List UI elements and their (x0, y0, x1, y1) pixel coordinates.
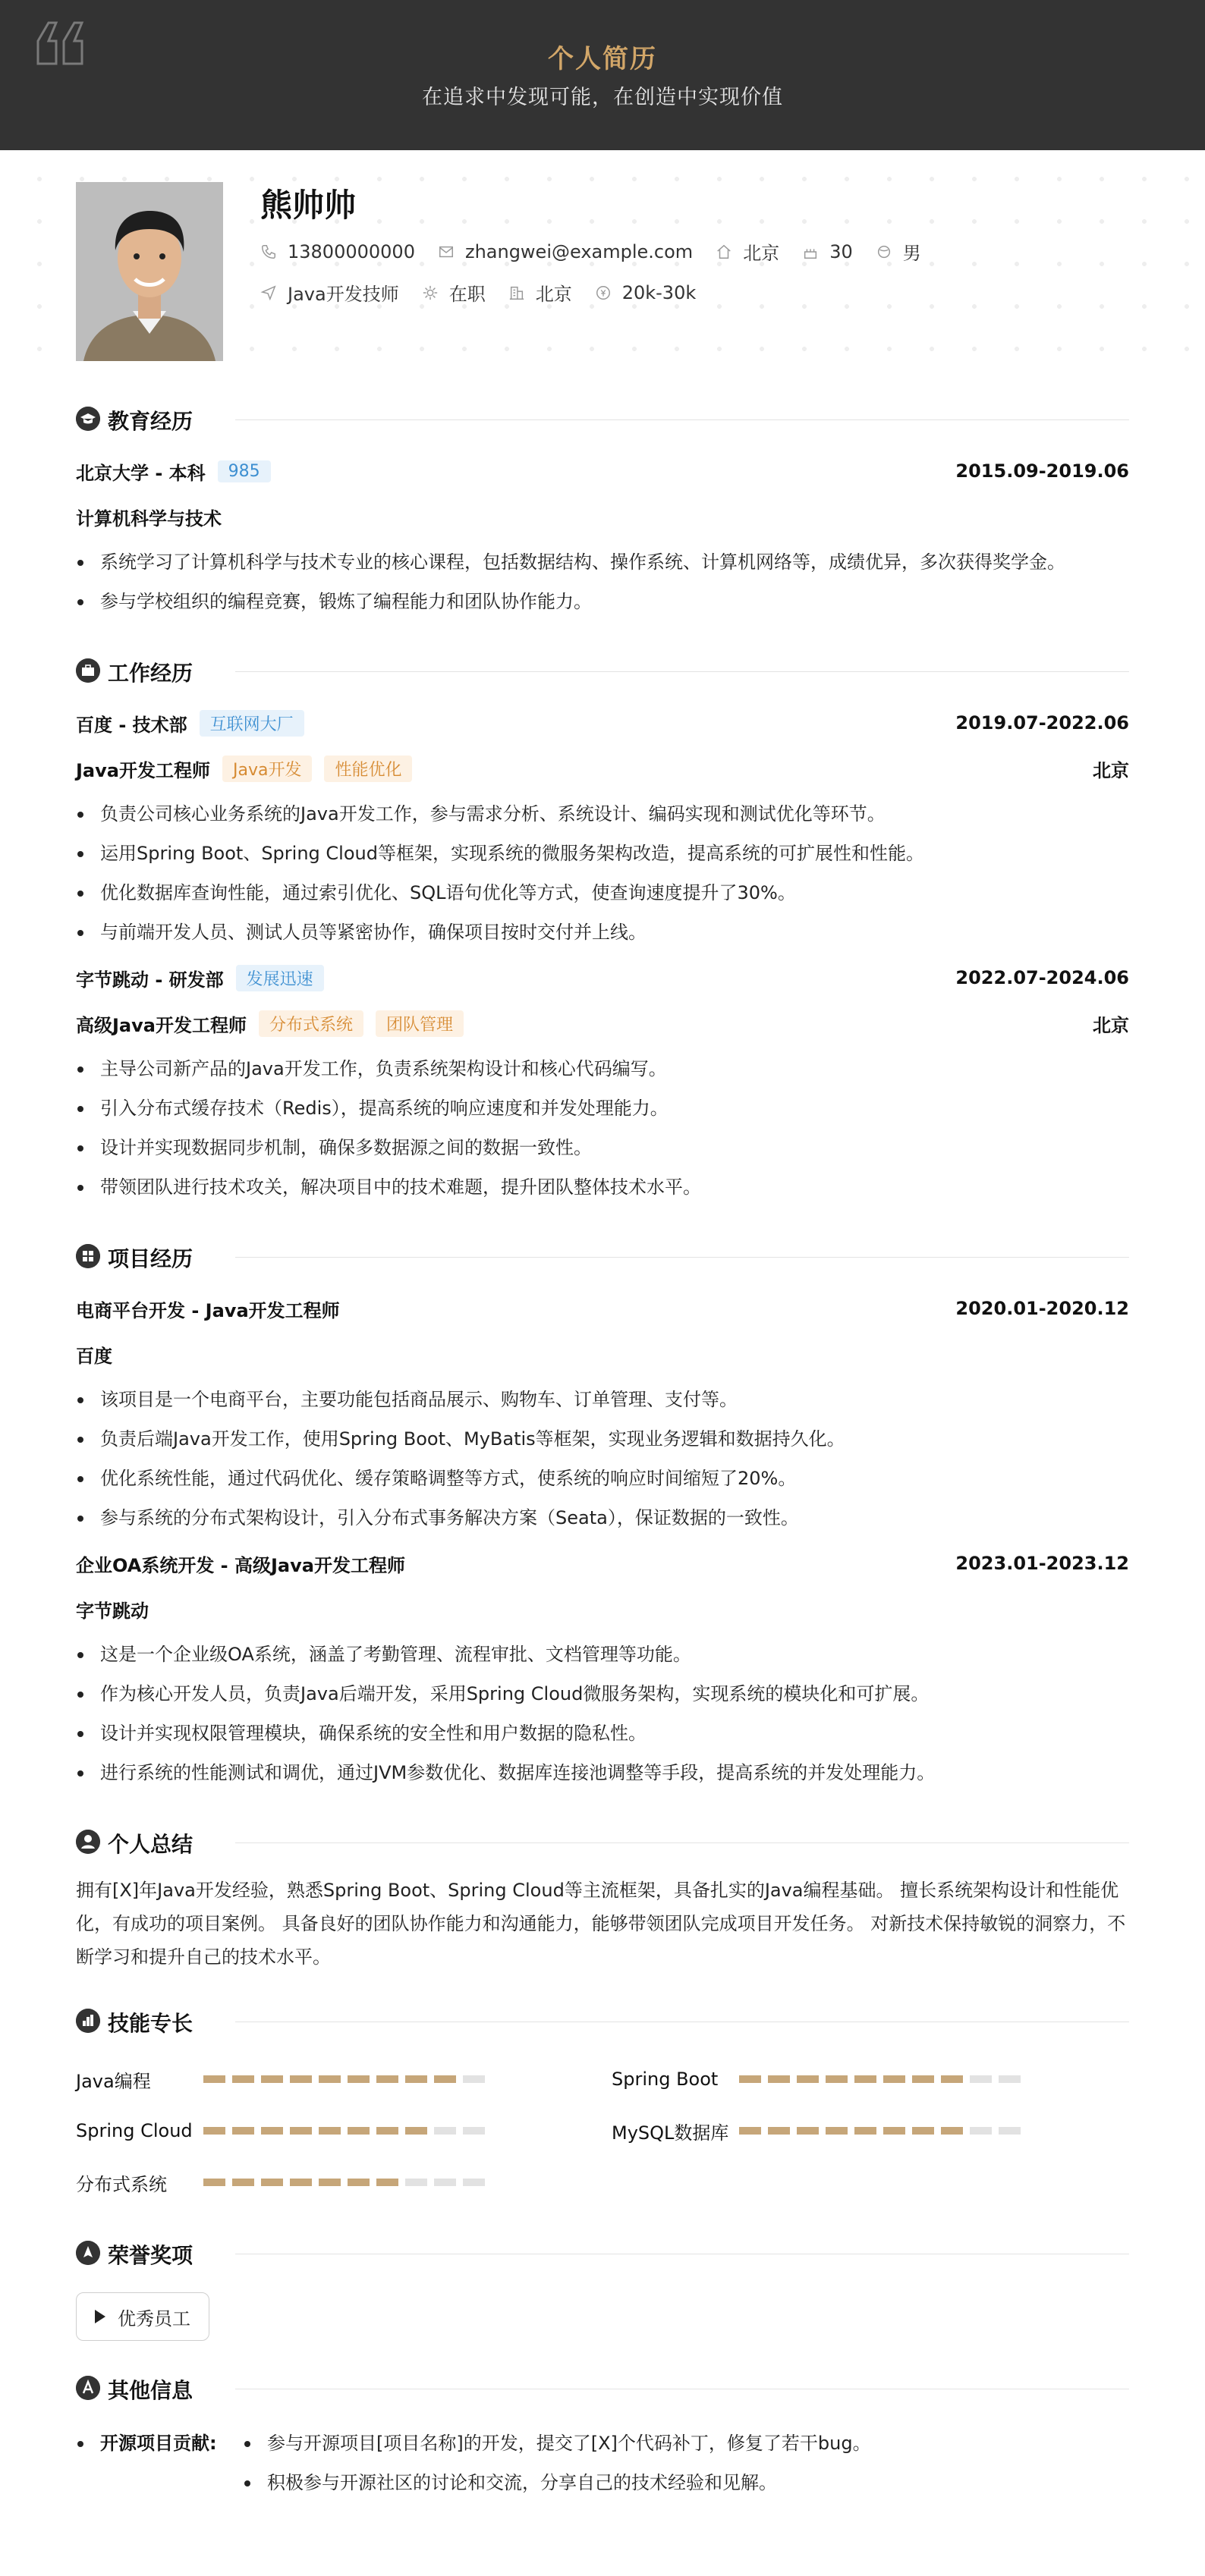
info-gender: 男 (876, 238, 921, 265)
project-2-header: 企业OA系统开发 - 高级Java开发工程师 2023.01-2023.12 (76, 1553, 1129, 1576)
skill-item: 分布式系统 (76, 2169, 612, 2195)
other-label: 开源项目贡献: (76, 2430, 237, 2509)
skill-segment (319, 2179, 341, 2186)
list-item: 系统学习了计算机科学与技术专业的核心课程，包括数据结构、操作系统、计算机网络等，成绩优异，多次获得奖学金。 (100, 549, 1129, 575)
list-item: 引入分布式缓存技术（Redis），提高系统的响应速度和并发处理能力。 (100, 1095, 1129, 1121)
list-item: 运用Spring Boot、Spring Cloud等框架，实现系统的微服务架构改造，提高系统的可扩展性和性能。 (100, 840, 1129, 866)
list-item: 设计并实现数据同步机制，确保多数据源之间的数据一致性。 (100, 1135, 1129, 1161)
list-item: 负责后端Java开发工作，使用Spring Boot、MyBatis等框架，实现业务逻辑和数据持久化。 (100, 1426, 1129, 1452)
list-item: 作为核心开发人员，负责Java后端开发，采用Spring Cloud微服务架构，实现系统的模块化和可扩展。 (100, 1681, 1129, 1707)
list-item: 这是一个企业级OA系统，涵盖了考勤管理、流程审批、文档管理等功能。 (100, 1641, 1129, 1667)
skill-segment (376, 2179, 398, 2186)
resume-subtitle: 在追求中发现可能，在创造中实现价值 (422, 86, 783, 109)
section-skills: 技能专长 (76, 2004, 1129, 2037)
work-2-position: 高级Java开发工程师 分布式系统 团队管理 北京 (76, 1010, 1129, 1036)
header-banner (0, 0, 1205, 150)
skill-segment (434, 2127, 456, 2135)
send-icon (260, 284, 277, 301)
graduation-cap-icon (76, 407, 100, 431)
skill-segment (739, 2127, 761, 2135)
salary-icon (595, 284, 612, 301)
list-item: 进行系统的性能测试和调优，通过JVM参数优化、数据库连接池调整等手段，提高系统的并发处理能力。 (100, 1760, 1129, 1786)
section-education: 教育经历 (76, 402, 1129, 435)
skill-segment (434, 2075, 456, 2083)
chart-icon (76, 2009, 100, 2033)
list-item: 设计并实现权限管理模块，确保系统的安全性和用户数据的隐私性。 (100, 1720, 1129, 1746)
list-item: 参与学校组织的编程竞赛，锻炼了编程能力和团队协作能力。 (100, 589, 1129, 614)
skill-segment (290, 2075, 312, 2083)
candidate-name: 熊帅帅 (260, 187, 357, 224)
skill-segment (797, 2075, 819, 2083)
skill-segment (348, 2075, 370, 2083)
other-info (76, 2430, 1129, 2509)
skill-segment (290, 2127, 312, 2135)
skill-segment (290, 2179, 312, 2186)
section-project: 项目经历 (76, 1239, 1129, 1273)
education-date: 2015.09-2019.06 (955, 460, 1129, 482)
play-icon (95, 2310, 105, 2323)
project-2-bullets (76, 1641, 1129, 1786)
skill-segment (319, 2075, 341, 2083)
skill-segment (826, 2127, 848, 2135)
info-work-city: 北京 (508, 279, 572, 306)
list-item: 参与系统的分布式架构设计，引入分布式事务解决方案（Seata），保证数据的一致性。 (100, 1505, 1129, 1531)
skill-segment (405, 2075, 427, 2083)
info-age: 30 (802, 241, 853, 262)
briefcase-icon (76, 658, 100, 683)
grid-icon (76, 1244, 100, 1268)
work-1-position: Java开发工程师 Java开发 性能优化 北京 (76, 756, 1129, 781)
skill-segment (883, 2075, 905, 2083)
info-status: 在职 (422, 279, 486, 306)
status-icon (422, 284, 439, 301)
info-row-1 (260, 238, 944, 265)
list-item: 带领团队进行技术攻关，解决项目中的技术难题，提升团队整体技术水平。 (100, 1174, 1129, 1200)
home-icon (716, 243, 732, 260)
skill-segment (405, 2179, 427, 2186)
project-1-header: 电商平台开发 - Java开发工程师 2020.01-2020.12 (76, 1298, 1129, 1321)
mail-icon (438, 243, 455, 260)
list-item: 主导公司新产品的Java开发工作，负责系统架构设计和核心代码编写。 (100, 1056, 1129, 1082)
list-item: 该项目是一个电商平台，主要功能包括商品展示、购物车、订单管理、支付等。 (100, 1387, 1129, 1412)
skill-level-bar (739, 2075, 1027, 2083)
award-badge: 优秀员工 (76, 2292, 209, 2341)
info-salary: 20k-30k (595, 282, 697, 303)
info-email: zhangwei@example.com (438, 241, 693, 262)
skill-segment (463, 2075, 485, 2083)
skill-segment (261, 2127, 283, 2135)
skills-grid (76, 2066, 1129, 2195)
skill-item: Spring Cloud (76, 2118, 612, 2144)
skill-segment (434, 2179, 456, 2186)
skill-segment (970, 2127, 992, 2135)
skill-segment (854, 2127, 876, 2135)
skill-segment (376, 2075, 398, 2083)
list-item: 参与开源项目[项目名称]的开发，提交了[X]个代码补丁，修复了若干bug。 (267, 2430, 871, 2456)
skill-segment (203, 2127, 225, 2135)
list-item: 与前端开发人员、测试人员等紧密协作，确保项目按时交付并上线。 (100, 919, 1129, 945)
award-icon (76, 2241, 100, 2265)
skill-level-bar (739, 2127, 1027, 2135)
skill-segment (941, 2127, 963, 2135)
age-icon (802, 243, 819, 260)
skill-segment (232, 2127, 254, 2135)
work-1-header: 百度 - 技术部 互联网大厂 2019.07-2022.06 (76, 710, 1129, 736)
skill-segment (912, 2127, 934, 2135)
project-1-bullets (76, 1387, 1129, 1531)
user-icon (76, 1830, 100, 1854)
skill-segment (999, 2075, 1021, 2083)
skill-segment (797, 2127, 819, 2135)
skill-segment (261, 2179, 283, 2186)
list-item: 积极参与开源社区的讨论和交流，分享自己的技术经验和见解。 (267, 2470, 871, 2496)
skill-segment (261, 2075, 283, 2083)
info-icon (76, 2376, 100, 2400)
info-row-2 (260, 279, 719, 306)
profile-section (0, 150, 1205, 370)
skill-item: Spring Boot (612, 2066, 1076, 2092)
list-item: 负责公司核心业务系统的Java开发工作，参与需求分析、系统设计、编码实现和测试优化等环节。 (100, 801, 1129, 827)
skill-level-bar (203, 2179, 492, 2186)
skill-segment (768, 2075, 790, 2083)
skill-item: Java编程 (76, 2066, 612, 2092)
skill-segment (999, 2127, 1021, 2135)
skill-segment (203, 2075, 225, 2083)
skill-level-bar (203, 2127, 492, 2135)
section-work: 工作经历 (76, 654, 1129, 687)
skill-segment (768, 2127, 790, 2135)
skill-segment (232, 2179, 254, 2186)
section-awards: 荣誉奖项 (76, 2236, 1129, 2270)
info-position: Java开发技师 (260, 279, 399, 306)
skill-segment (941, 2075, 963, 2083)
skill-segment (854, 2075, 876, 2083)
work-1-bullets (76, 801, 1129, 945)
skill-segment (319, 2127, 341, 2135)
skill-segment (348, 2179, 370, 2186)
skill-segment (463, 2179, 485, 2186)
skill-level-bar (203, 2075, 492, 2083)
section-other: 其他信息 (76, 2371, 1129, 2405)
skill-segment (232, 2075, 254, 2083)
education-bullets (76, 549, 1129, 614)
info-city: 北京 (716, 238, 779, 265)
school-tag: 985 (218, 460, 271, 482)
gender-icon (876, 243, 892, 260)
work-2-bullets (76, 1056, 1129, 1200)
avatar (76, 182, 223, 361)
skill-segment (463, 2127, 485, 2135)
education-header (76, 458, 1129, 484)
work-2-header: 字节跳动 - 研发部 发展迅速 2022.07-2024.06 (76, 965, 1129, 991)
skill-segment (970, 2075, 992, 2083)
skill-segment (405, 2127, 427, 2135)
skill-segment (739, 2075, 761, 2083)
info-phone: 13800000000 (260, 241, 415, 262)
skill-segment (912, 2075, 934, 2083)
resume-title: 个人简历 (548, 44, 657, 74)
skill-item: MySQL数据库 (612, 2118, 1076, 2144)
school-name: 北京大学 - 本科 (76, 462, 206, 484)
skill-segment (203, 2179, 225, 2186)
section-summary: 个人总结 (76, 1825, 1129, 1858)
building-icon (508, 284, 525, 301)
skill-segment (376, 2127, 398, 2135)
skill-segment (348, 2127, 370, 2135)
skill-segment (826, 2075, 848, 2083)
phone-icon (260, 243, 277, 260)
summary-text: 拥有[X]年Java开发经验，熟悉Spring Boot、Spring Cloud等主流框架，具备扎实的Java编程基础。 擅长系统架构设计和性能优化，有成功的项目案例。 具备良好的团队协作能力和沟通能力，能够带领团队完成项目开发任务。 对新技术保持敏锐的洞察力，不断学习和提升自己的技术水平。 (76, 1880, 1126, 1968)
list-item: 优化数据库查询性能，通过索引优化、SQL语句优化等方式，使查询速度提升了30%。 (100, 880, 1129, 906)
list-item: 优化系统性能，通过代码优化、缓存策略调整等方式，使系统的响应时间缩短了20%。 (100, 1465, 1129, 1491)
major: 计算机科学与技术 (76, 507, 222, 529)
skill-segment (883, 2127, 905, 2135)
